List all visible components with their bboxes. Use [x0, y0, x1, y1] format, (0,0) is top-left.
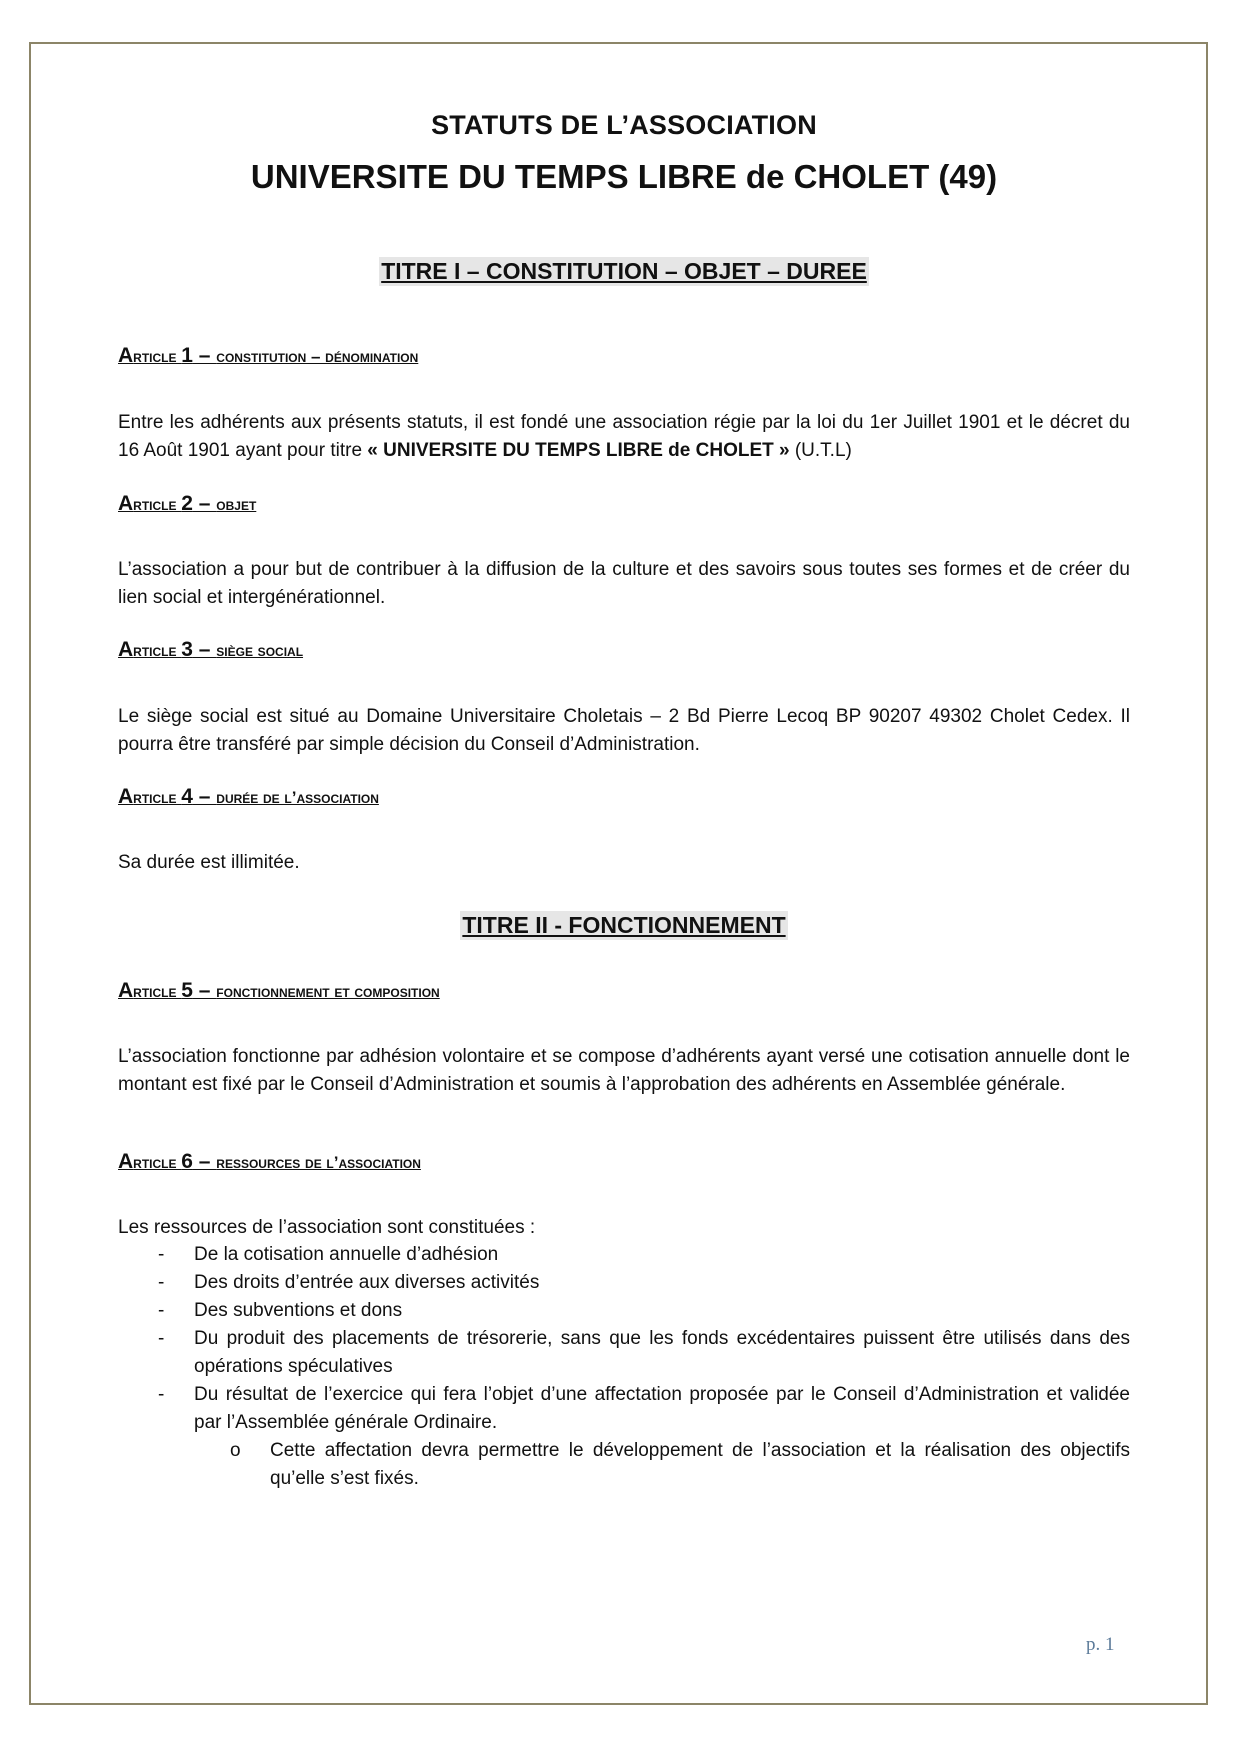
document-title: STATUTS DE L’ASSOCIATION — [431, 110, 817, 140]
titre-2-label: TITRE II - FONCTIONNEMENT — [462, 912, 786, 938]
article-1-heading: Article 1 – constitution – dénomination — [118, 344, 419, 367]
article-2-text: L’association a pour but de contribuer à la diffusion de la culture et des savoirs sous toutes ses formes et de créer du lien social et intergénérationnel. — [118, 559, 1130, 608]
article-4-heading: Article 4 – durée de l’association — [118, 785, 379, 808]
sub-list — [194, 1437, 1130, 1493]
list-item: - Des subventions et dons — [158, 1300, 403, 1321]
article-1-text: Entre les adhérents aux présents statuts, il est fondé une association régie par la loi du 1er Juillet 1901 et le décret du 16 Août 1901 ayant pour titre « UNIVERSITE DU TEMPS LIBRE de CHOLET » (U.T.L) — [118, 412, 1130, 461]
sub-list-item: o Cette affectation devra permettre le développement de l’association et la réalisation des objectifs qu’elle s’est fixés. — [230, 1440, 1130, 1489]
association-name: UNIVERSITE DU TEMPS LIBRE de CHOLET (49) — [250, 158, 998, 195]
list-item: - De la cotisation annuelle d’adhésion — [158, 1244, 499, 1265]
titre-1-heading — [118, 257, 1130, 286]
list-item: - Des droits d’entrée aux diverses activités — [158, 1272, 540, 1293]
page-number: p. 1 — [1086, 1634, 1115, 1655]
article-3-text: Le siège social est situé au Domaine Universitaire Choletais – 2 Bd Pierre Lecoq BP 90207 49302 Cholet Cedex. Il pourra être transféré par simple décision du Conseil d’Administration. — [118, 706, 1130, 755]
list-item: - Du produit des placements de trésorerie, sans que les fonds excédentaires puissent être utilisés dans des opérations spéculatives — [158, 1328, 1130, 1377]
article-6-heading: Article 6 – ressources de l’association — [118, 1150, 421, 1173]
article-6-intro: Les ressources de l’association sont constituées : — [118, 1217, 536, 1238]
resources-list — [118, 1241, 1130, 1493]
article-5-text: L’association fonctionne par adhésion volontaire et se compose d’adhérents ayant versé une cotisation annuelle dont le montant est fixé par le Conseil d’Administration et soumis à l’approbation des adhérents en Assemblée générale. — [118, 1046, 1130, 1095]
article-2-heading: Article 2 – objet — [118, 492, 257, 515]
article-3-heading: Article 3 – siège social — [118, 638, 304, 661]
titre-2-heading — [118, 911, 1130, 940]
titre-1-label: TITRE I – CONSTITUTION – OBJET – DUREE — [381, 258, 867, 284]
article-4-text: Sa durée est illimitée. — [118, 852, 300, 873]
list-item: - Du résultat de l’exercice qui fera l’objet d’une affectation proposée par le Conseil d’Administration et validée par l’Assemblée générale Ordinaire. o Cette affectation devra permettre le développement de l’association et la réalisation des objectifs qu’elle s’est fixés. — [118, 1381, 1130, 1493]
article-5-heading: Article 5 – fonctionnement et composition — [118, 979, 440, 1002]
